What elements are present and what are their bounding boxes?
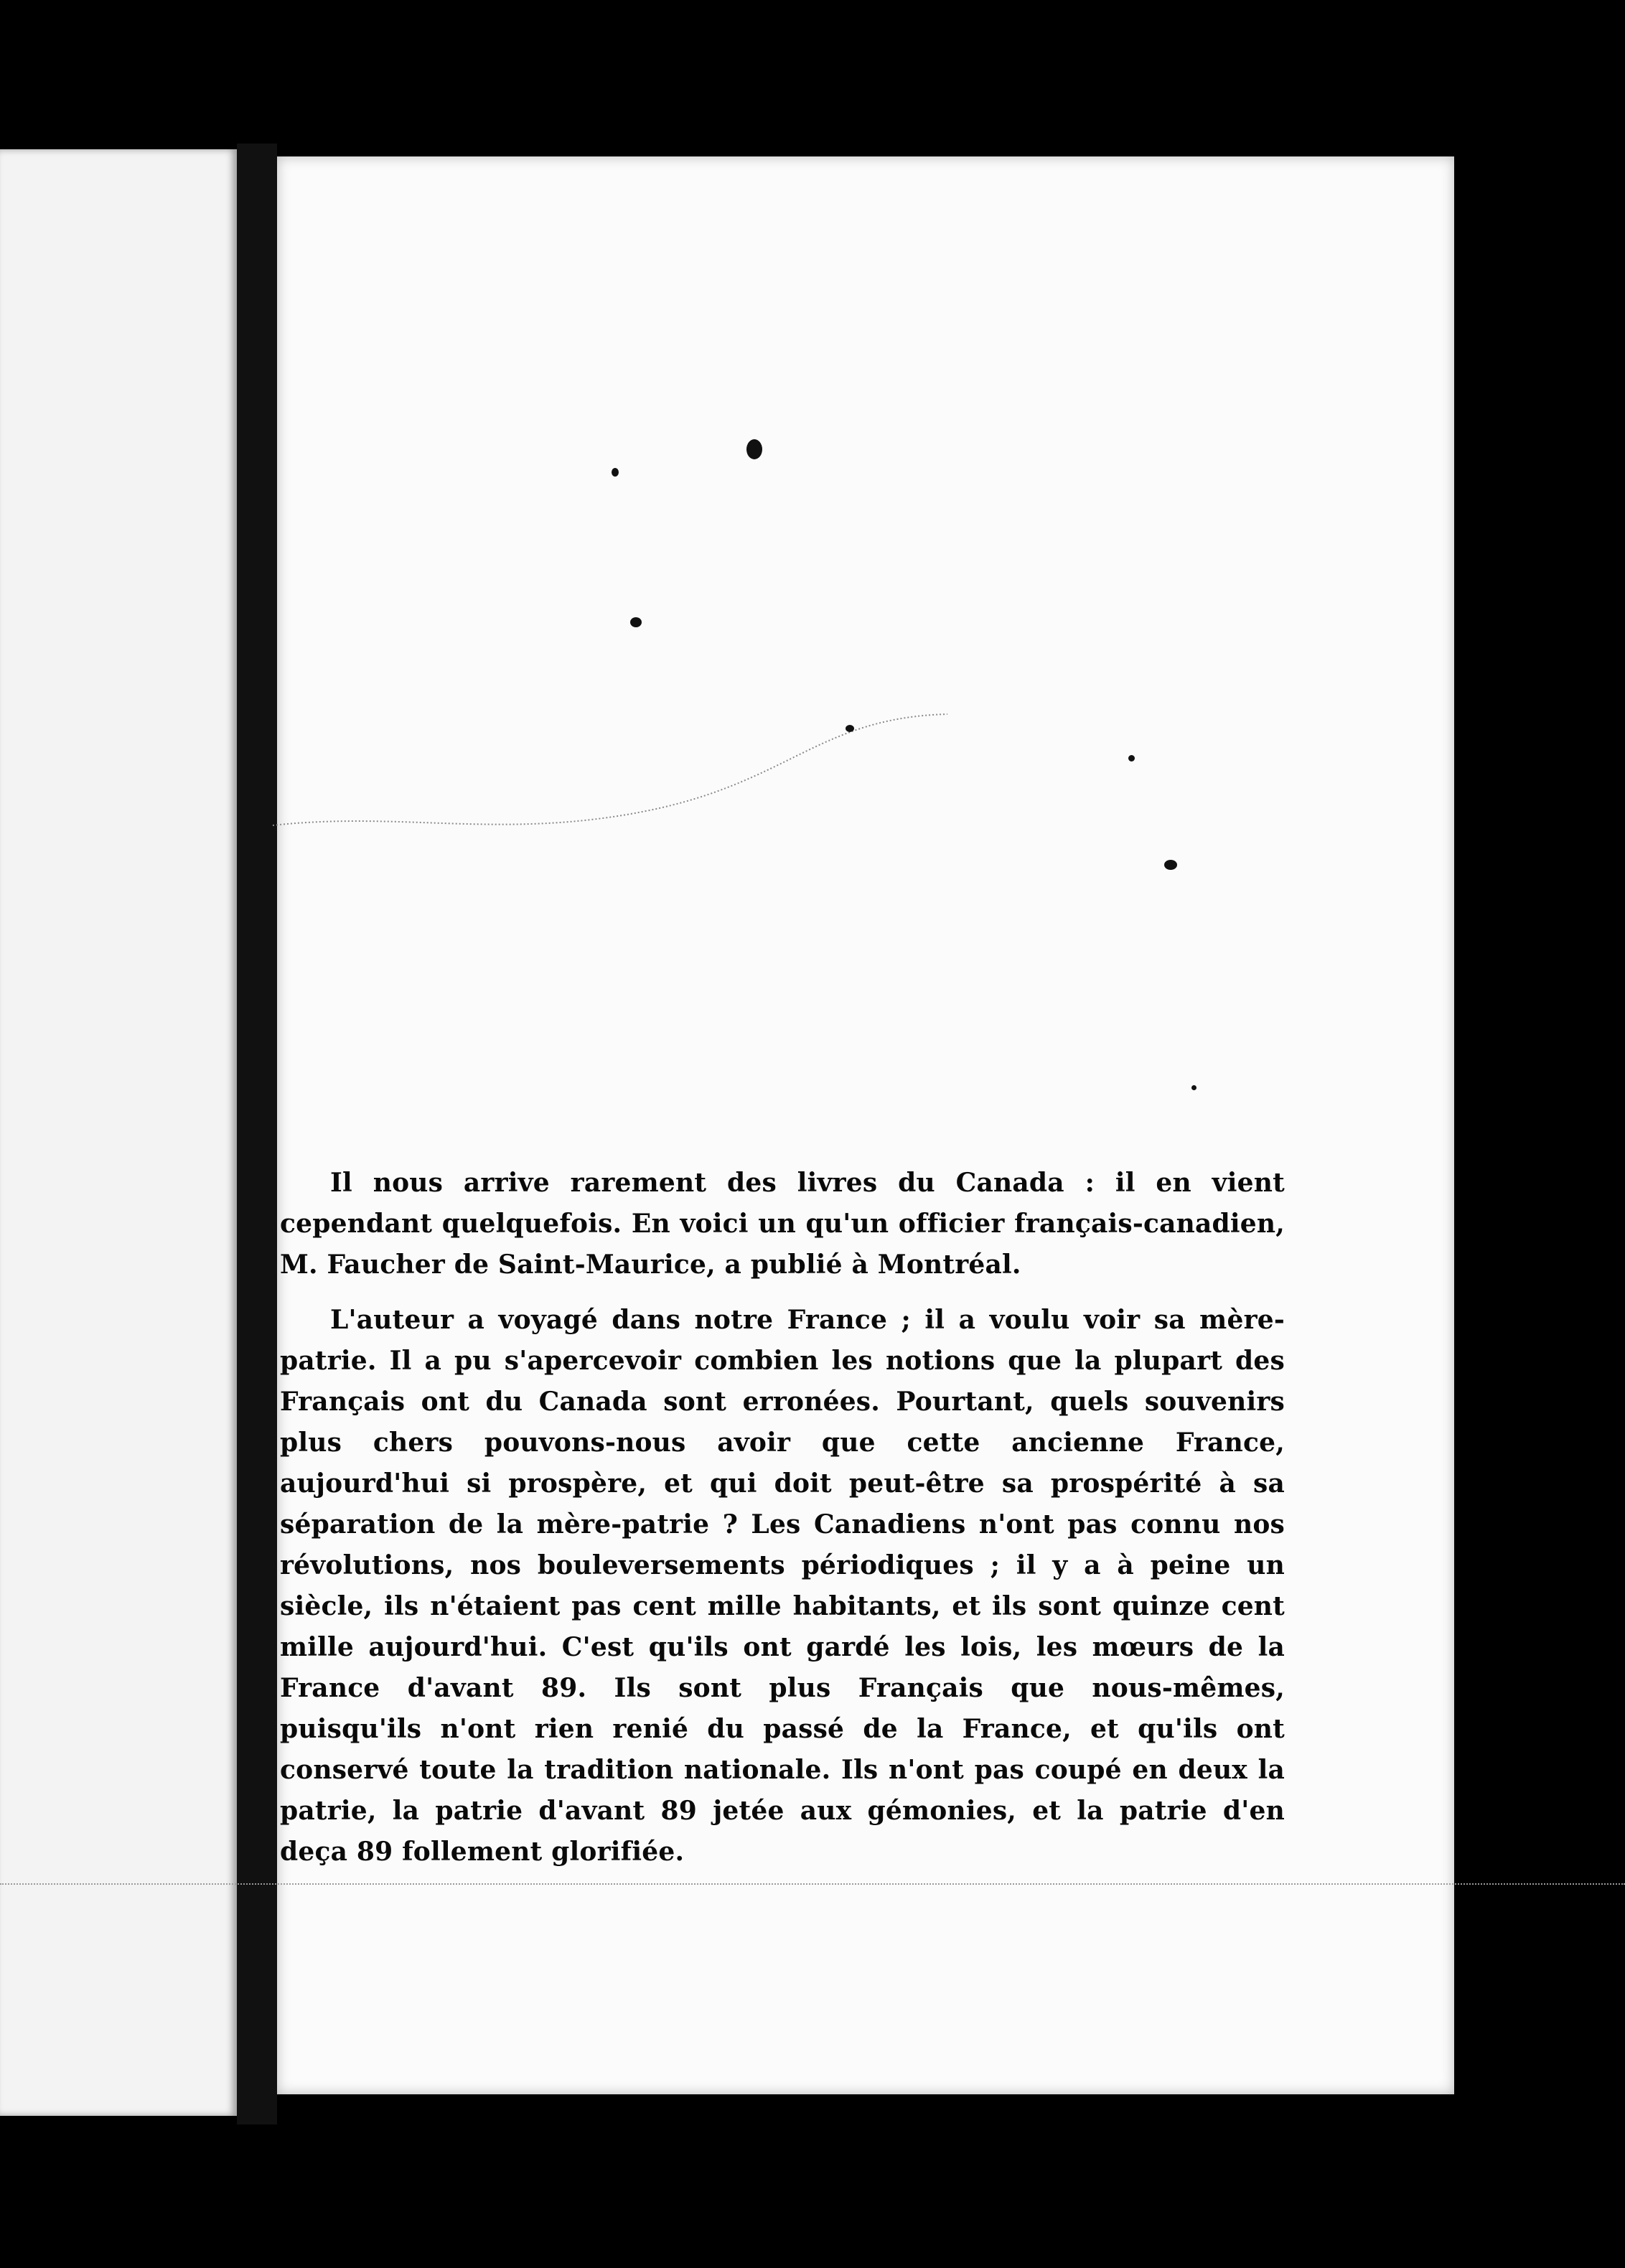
ink-speck — [846, 725, 854, 732]
ink-speck — [1191, 1085, 1196, 1090]
ink-speck — [1128, 755, 1135, 762]
ink-speck — [630, 617, 642, 627]
page-edge-line — [0, 1883, 1625, 1885]
left-facing-page — [0, 149, 237, 2116]
ink-speck — [612, 468, 619, 477]
paragraph: L'auteur a voyagé dans notre France ; il a voulu voir sa mère-patrie. Il a pu s'apercevoir combien les notions que la plupart des Français ont du Canada sont erronées. Pourtant, quels souvenirs plus chers pouvons-nous avoir que cette ancienne France, aujourd'hui si prospère, et qui doit peut-être sa prospérité à sa séparation de la mère-patrie ? Les Canadiens n'ont pas connu nos révolutions, nos bouleversements périodiques ; il y a à peine un siècle, ils n'étaient pas cent mille habitants, et ils sont quinze cent mille aujourd'hui. C'est qu'ils ont gardé les lois, les mœurs de la France d'avant 89. Ils sont plus Français que nous-mêmes, puisqu'ils n'ont rien renié du passé de la France, et qu'ils ont conservé toute la tradition nationale. Ils n'ont pas coupé en deux la patrie, la patrie d'avant 89 jetée aux gémonies, et la patrie d'en deça 89 follement glorifiée. — [280, 1305, 1285, 1867]
right-margin-shadow — [1454, 151, 1625, 2132]
ink-speck — [1164, 860, 1177, 870]
book-gutter — [237, 144, 277, 2124]
paragraph: Il nous arrive rarement des livres du Canada : il en vient cependant quelquefois. En voici un qu'un officier français-canadien, M. Faucher de Saint-Maurice, a publié à Montréal. — [280, 1168, 1285, 1280]
ink-speck — [746, 439, 762, 459]
body-text — [280, 1163, 1285, 1873]
